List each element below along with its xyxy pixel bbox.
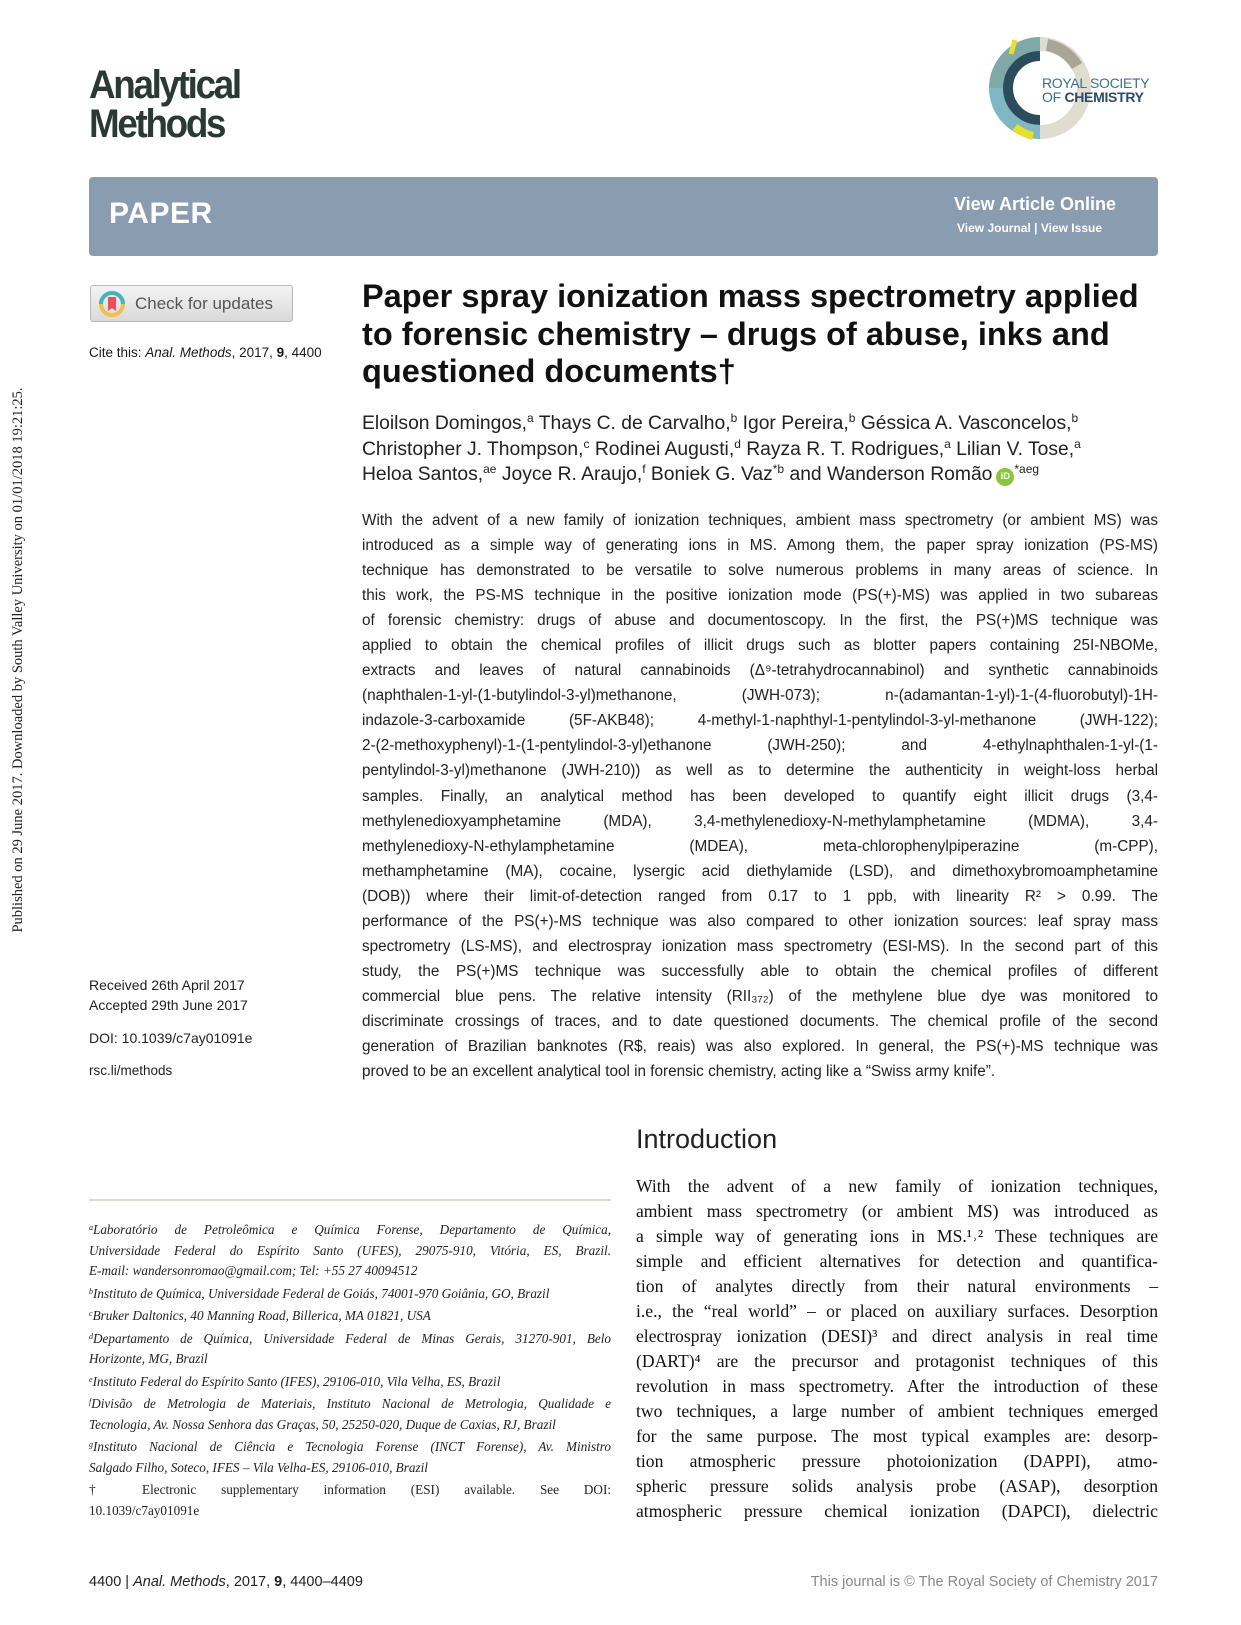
author-affiliation-mark: *aeg [1014,462,1040,476]
accepted-date: Accepted 29th June 2017 [89,997,248,1013]
text-line: technique has demonstrated to be versatile to solve numerous problems in many areas of science. In [362,562,1158,580]
footnote-a [89,1220,611,1282]
footnote-d [89,1329,611,1370]
link-separator: | [1030,221,1041,235]
footer-copyright: This journal is © The Royal Society of Chemistry 2017 [810,1574,1158,1590]
text-line: spheric pressure solids analysis probe (ASAP), desorption [636,1476,1158,1497]
text-line: electrospray ionization (DESI)³ and direct analysis in real time [636,1326,1158,1347]
text-line: 2-(2-methoxyphenyl)-1-(1-pentylindol-3-yl)ethanone (JWH-250); and 4-ethylnaphthalen-1-yl-(1- [362,737,1158,755]
footnote-b [89,1284,611,1305]
author-name: Géssica A. Vasconcelos, [855,413,1072,434]
footnote-line: † Electronic supplementary information (ESI) available. See DOI: [89,1482,611,1497]
text-line: pentylindol-3-yl)methanone (JWH-210)) as well as to determine the authenticity in weight-loss herbal [362,762,1158,780]
footnote-line [89,1284,611,1305]
text-line: i.e., the “real world” – or placed on auxiliary surfaces. Desorption [636,1301,1158,1322]
page-number: 4400 [89,1574,122,1590]
doi: DOI: 10.1039/c7ay01091e [89,1030,253,1046]
footnote-g [89,1437,611,1478]
author-name: Christopher J. Thompson, [362,438,584,460]
publisher-line2 [1042,90,1149,104]
footnote-f [89,1394,611,1435]
footnote-text: Instituto Federal do Espírito Santo (IFES), 29106-010, Vila Velha, ES, Brazil [92,1373,501,1389]
journal-logo [89,63,240,146]
text-line: atmospheric pressure chemical ionization (DAPCI), dielectric [636,1501,1158,1522]
author-affiliation-mark: a [1074,436,1081,451]
article-type-label: PAPER [109,197,213,230]
text-line: this work, the PS-MS technique in the positive ionization mode (PS(+)-MS) was applied in two subareas [362,587,1158,605]
text-line: With the advent of a new family of ionization techniques, ambient mass spectrometry (or ambient MS) was [362,512,1158,529]
abstract [362,508,1158,1084]
text-line: study, the PS(+)MS technique was successfully able to obtain the chemical profiles of different [362,962,1158,980]
footnote-line [89,1372,611,1393]
author-name: Lilian V. Tose, [950,438,1075,460]
text-line: a simple way of generating ions in MS.¹˒² These techniques are [636,1226,1158,1247]
author-name: and Wanderson Romão [784,464,993,485]
author-affiliation-mark: f [642,462,646,476]
title-line: Paper spray ionization mass spectrometry applied [362,278,1139,314]
text-line: samples. Finally, an analytical method has been developed to quantify eight illicit drugs (3,4- [362,787,1158,805]
text-line: commercial blue pens. The relative intensity (RII₃₇₂) of the methylene blue dye was monitored to [362,987,1158,1005]
footer-volume: 9 [274,1574,283,1590]
journal-name-line2: Methods [89,102,225,146]
text-line: extracts and leaves of natural cannabinoids (Δ⁹-tetrahydrocannabinol) and synthetic cannabinoids [362,662,1158,680]
text-line: simple and efficient alternatives for detection and quantifica- [636,1251,1158,1272]
check-updates-icon [99,291,125,317]
text-line: indazole-3-carboxamide (5F-AKB48); 4-methyl-1-naphthyl-1-pentylindol-3-yl-methanone (JWH-122); [362,712,1158,730]
text-line: discriminate crossings of traces, and to date questioned documents. The chemical profile of the second [362,1012,1158,1030]
footnote-line [89,1394,611,1415]
rsc-wordmark [1042,76,1149,104]
author-name: Eloilson Domingos, [362,413,528,434]
article-title [362,278,1162,391]
footnote-text: Tecnologia, Av. Nossa Senhora das Graças, 50, 25250-020, Duque de Caxias, RJ, Brazil [89,1416,556,1432]
footnote-line [89,1437,611,1458]
text-line: generation of Brazilian banknotes (R$, reais) was also explored. In general, the PS(+)-MS technique was [362,1037,1158,1055]
text-line: spectrometry (LS-MS), and electrospray ionization mass spectrometry (ESI-MS). In the second part of this [362,937,1158,955]
footer-journal: Anal. Methods [133,1574,226,1590]
citation [89,345,322,360]
footnote-text: Salgado Filho, Soteco, IFES – Vila Velha-ES, 29106-010, Brazil [89,1459,428,1475]
publisher-bold: CHEMISTRY [1064,89,1144,105]
footnote-mark: f [89,1397,92,1406]
author-affiliation-mark: b [848,411,856,425]
footnote-line [89,1415,611,1436]
author-affiliation-mark: d [734,436,741,451]
title-line: questioned documents† [362,353,736,389]
author-name: Thays C. de Carvalho, [533,413,731,434]
title-line: to forensic chemistry – drugs of abuse, inks and [362,315,1110,352]
cite-year: , 2017, [231,345,277,360]
check-for-updates-label: Check for updates [135,293,273,313]
affiliation-footnotes [89,1220,611,1523]
footnote-e [89,1372,611,1393]
author-affiliation-mark: c [583,436,590,451]
text-line: applied to obtain the chemical profiles of illicit drugs such as blotter papers containing 25I-NBOMe, [362,637,1158,655]
author-affiliation-mark: *b [772,462,785,476]
author-name: Rodinei Augusti, [589,438,735,460]
publisher-line1: ROYAL SOCIETY [1042,75,1150,91]
author-name: Igor Pereira, [737,413,849,434]
author-name: Rayza R. T. Rodrigues, [740,438,945,460]
footnote-line: 10.1039/c7ay01091e [89,1502,200,1518]
footnote-text: E-mail: wandersonromao@gmail.com; Tel: +55 27 40094512 [89,1263,418,1278]
text-line: revolution in mass spectrometry. After the introduction of these [636,1376,1158,1397]
text-line: tion atmospheric pressure photoionization (DAPPI), atmo- [636,1451,1158,1472]
footnote-mark: a [89,1223,93,1232]
footer-sep: | [121,1574,134,1590]
cite-prefix: Cite this: [89,345,146,360]
author-name: Joyce R. Araujo, [496,464,643,485]
footnote-line [89,1329,611,1350]
footnote-line [89,1261,611,1282]
footnote-mark: b [89,1286,93,1296]
article-type-banner [89,177,1158,256]
text-line: introduced as a simple way of generating ions in MS. Among them, the paper spray ionization (PS-MS) [362,537,1158,555]
section-heading-introduction: Introduction [636,1124,778,1154]
author-affiliation-mark: a [527,411,534,425]
author-list [362,411,1162,488]
text-line: With the advent of a new family of ionization techniques, [636,1176,1158,1196]
text-line: of forensic chemistry: drugs of abuse and documentoscopy. In the first, the PS(+)MS technique was [362,612,1158,630]
text-line: (naphthalen-1-yl-(1-butylindol-3-yl)methanone, (JWH-073); n-(adamantan-1-yl)-1-(4-fluorobutyl)-1H- [362,687,1158,705]
footnote-line [89,1220,611,1241]
footnote-text: Bruker Daltonics, 40 Manning Road, Billerica, MA 01821, USA [92,1308,431,1323]
text-line: methylenedioxyamphetamine (MDA), 3,4-methylenedioxy-N-methylamphetamine (MDMA), 3,4- [362,812,1158,830]
footnote-text: Departamento de Química, Universidade Federal de Minas Gerais, 31270-901, Belo [93,1330,611,1346]
footnote-text: Divisão de Metrologia de Materiais, Instituto Nacional de Metrologia, Qualidade e [91,1396,611,1411]
cite-volume: 9 [276,345,285,360]
publication-side-note: Published on 29 June 2017. Downloaded by South Valley University on 01/01/2018 19:21:25. [10,387,26,933]
footnote-text: Horizonte, MG, Brazil [89,1351,208,1366]
text-line: tion of analytes directly from their natural environments – [636,1276,1158,1297]
journal-name-line1: Analytical [89,63,240,107]
footer-year: , 2017, [225,1574,275,1590]
text-line: ambient mass spectrometry (or ambient MS) was introduced as [636,1201,1158,1222]
text-line: for the same purpose. The most typical examples are: desorp- [636,1426,1158,1447]
text-line: two techniques, a large number of ambient techniques emerged [636,1401,1158,1422]
introduction-text [636,1174,1158,1524]
footnote-line [89,1349,611,1370]
footnote-text: Laboratório de Petroleômica e Química Forense, Departamento de Química, [93,1222,611,1237]
received-date: Received 26th April 2017 [89,977,245,993]
journal-link[interactable]: rsc.li/methods [89,1063,173,1078]
check-for-updates-button[interactable] [90,285,293,322]
publisher-prefix: OF [1042,89,1065,105]
esi-footnote [89,1480,611,1521]
footnote-mark: c [89,1309,93,1318]
text-line: (DART)⁴ are the precursor and protagonist techniques of this [636,1351,1158,1372]
footnote-text: Instituto Nacional de Ciência e Tecnologia Forense (INCT Forense), Av. Ministro [93,1439,611,1454]
author-name: Heloa Santos, [362,464,484,485]
footnote-text: Universidade Federal do Espírito Santo (UFES), 29075-910, Vitória, ES, Brazil. [89,1242,611,1258]
view-article-online-link[interactable]: View Article Online [953,194,1116,214]
author-affiliation-mark: b [730,411,738,425]
footnote-line [89,1458,611,1479]
text-line: proved to be an excellent analytical tool in forensic chemistry, acting like a “Swiss army knife”. [362,1063,996,1081]
view-issue-link[interactable]: View Issue [1040,221,1102,235]
footnote-divider [89,1199,611,1201]
text-line: (DOB)) where their limit-of-detection ranged from 0.17 to 1 ppb, with linearity R² > 0.99. The [362,887,1158,905]
footnote-line [89,1241,611,1262]
cite-page: , 4400 [284,345,322,360]
journal-links [957,221,1102,235]
view-journal-link[interactable]: View Journal [957,221,1031,235]
author-affiliation-mark: a [944,436,951,451]
footnote-c [89,1306,611,1327]
author-name: Boniek G. Vaz [645,464,773,485]
footnote-mark: e [89,1374,93,1384]
orcid-icon[interactable]: iD [996,468,1014,486]
footnote-text: Instituto de Química, Universidade Federal de Goiás, 74001-970 Goiânia, GO, Brazil [93,1285,550,1301]
footnote-mark: d [89,1331,93,1341]
footnote-line [89,1306,611,1327]
footer-citation [89,1574,363,1590]
text-line: methamphetamine (MA), cocaine, lysergic acid diethylamide (LSD), and dimethoxybromoamphetamine [362,862,1158,880]
footnote-mark: g [89,1440,93,1449]
text-line: methylenedioxy-N-ethylamphetamine (MDEA), meta-chlorophenylpiperazine (m-CPP), [362,837,1158,855]
author-affiliation-mark: ae [483,462,497,476]
cite-journal: Anal. Methods [145,345,232,360]
text-line: performance of the PS(+)-MS technique was also compared to other ionization sources: leaf spray mass [362,912,1158,930]
footer-pages: , 4400–4409 [282,1574,363,1590]
author-affiliation-mark: b [1071,411,1079,425]
